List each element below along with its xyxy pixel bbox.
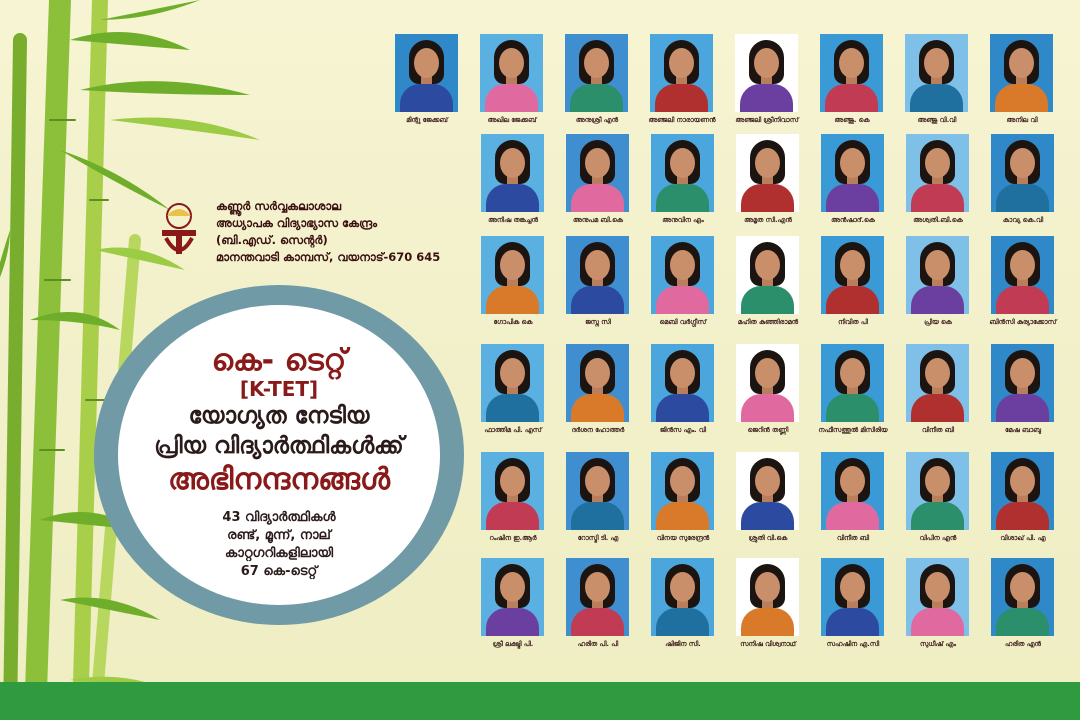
- student-name: വിപിന എൻ: [919, 534, 957, 542]
- student-photo: [821, 452, 884, 530]
- student-photo: [736, 236, 799, 314]
- student-name: സഹഷിന എ.സി: [826, 640, 880, 648]
- student-photo: [481, 344, 544, 422]
- student-photo: [395, 34, 458, 112]
- congratulations-line: അഭിനന്ദനങ്ങൾ: [167, 462, 391, 497]
- student-name: മേഷ ബാബു: [1005, 426, 1041, 434]
- org-centre: അധ്യാപക വിദ്യാഭ്യാസ കേന്ദ്രം: [216, 216, 378, 230]
- student-photo: [906, 236, 969, 314]
- ktet-title-en: [K-TET]: [239, 377, 319, 401]
- student-name: അനിഷ തങ്കച്ചൻ: [488, 216, 538, 224]
- org-address: മാനന്തവാടി കാമ്പസ്, വയനാട്-670 645: [216, 250, 441, 264]
- student-photo: [991, 452, 1054, 530]
- student-name: മിന്റു ജേക്കബ്: [406, 116, 448, 124]
- student-photo: [566, 236, 629, 314]
- student-photo: [906, 452, 969, 530]
- student-name: വിനീത ബി: [922, 426, 954, 434]
- student-photo: [480, 34, 543, 112]
- student-name: അമൃത സി.എൻ: [744, 216, 792, 224]
- stat-ktet-count: 67 കെ-ടെറ്റ്: [240, 564, 318, 579]
- student-name: അഞ്ജലി നാരായണൻ: [648, 116, 716, 124]
- student-photo: [566, 452, 629, 530]
- student-name: ബിൻസി കുര്യാക്കോസ്: [989, 318, 1057, 326]
- student-name: ഷിജിന സി.: [665, 640, 701, 648]
- student-name: നഫീസത്തുൽ മിസിരിയ: [818, 426, 888, 434]
- stats-block: [118, 509, 440, 581]
- student-name: സുധീഷ് എം: [919, 640, 957, 648]
- student-name: അനുപമ ബി.കെ: [573, 216, 623, 224]
- student-photo: [905, 34, 968, 112]
- student-photo: [481, 452, 544, 530]
- student-name: കാവ്യ കെ.വി: [1002, 216, 1044, 224]
- student-photo: [651, 558, 714, 636]
- student-name: റംഷിന ഇ.ആർ: [489, 534, 537, 542]
- student-photo: [651, 344, 714, 422]
- student-name: വിശാഖ് പി. എ: [1000, 534, 1046, 542]
- student-name: അശ്വതി.ബി.കെ: [913, 216, 963, 224]
- org-bed-centre: (ബി.എഡ്. സെന്റർ): [216, 233, 328, 247]
- student-name: ജെറിൻ തണ്ണി: [747, 426, 789, 434]
- congratulation-text: [118, 345, 440, 581]
- student-photo: [906, 344, 969, 422]
- student-photo: [481, 236, 544, 314]
- student-name: സനിഷ വിശ്വനാഥ്: [740, 640, 796, 648]
- bottom-band: [0, 682, 1080, 720]
- student-photo: [651, 134, 714, 212]
- student-name: നിവിത പി: [838, 318, 868, 326]
- student-photo: [991, 134, 1054, 212]
- student-photo: [650, 34, 713, 112]
- student-photo: [736, 558, 799, 636]
- stat-categories: രണ്ട്, മൂന്ന്, നാല്: [227, 528, 331, 543]
- student-photo: [735, 34, 798, 112]
- student-name: അനില വി: [1006, 116, 1038, 124]
- student-name: ജിൻസ എം. വി: [659, 426, 707, 434]
- stat-categories-suffix: കാറ്റഗറികളിലായി: [224, 546, 334, 561]
- student-name: അനുശ്രീ എൻ: [575, 116, 619, 124]
- student-name: ഹരിത എൻ: [1004, 640, 1041, 648]
- qualified-line: യോഗ്യത നേടിയ: [188, 403, 370, 429]
- student-photo: [991, 236, 1054, 314]
- student-name: ഹരിത പി. പി: [577, 640, 619, 648]
- student-photo: [990, 34, 1053, 112]
- student-photo: [566, 134, 629, 212]
- student-name: അഞ്ജു. കെ: [834, 116, 870, 124]
- student-name: ശ്രീ ലക്ഷ്മി പി.: [492, 640, 534, 648]
- student-name: ഫാത്തിമ പി. എസ്: [484, 426, 542, 434]
- student-name: വിനീത ബി: [837, 534, 869, 542]
- student-photo: [566, 558, 629, 636]
- student-name: ദർശന ഹോത്തർ: [571, 426, 625, 434]
- student-photo: [565, 34, 628, 112]
- student-name: ജസ്ന സി: [585, 318, 611, 326]
- student-name: അഖില ജേക്കബ്: [487, 116, 537, 124]
- student-photo: [651, 452, 714, 530]
- student-photo: [821, 558, 884, 636]
- student-photo: [736, 134, 799, 212]
- student-name: അനുവിന എം: [662, 216, 704, 224]
- student-photo: [906, 558, 969, 636]
- student-name: ഗോപിക കെ: [493, 318, 533, 326]
- student-photo: [481, 134, 544, 212]
- student-photo: [481, 558, 544, 636]
- student-name: ശ്രുതി വി.കെ: [748, 534, 788, 542]
- student-name: മഹിത കുഞ്ഞിരാമൻ: [737, 318, 799, 326]
- student-name: അഞ്ജലി ശ്രീനിവാസ്: [735, 116, 799, 124]
- student-name: അഞ്ജു വി.വി: [917, 116, 957, 124]
- student-photo: [991, 558, 1054, 636]
- student-photo: [991, 344, 1054, 422]
- university-logo-icon: [150, 200, 208, 264]
- student-name: റോസ്മി ടി. എ: [577, 534, 619, 542]
- org-university: കണ്ണൂർ സർവ്വകലാശാല: [216, 199, 342, 213]
- student-name: അൻഷാദ്.കെ: [831, 216, 875, 224]
- ktet-title: കെ- ടെറ്റ്: [211, 343, 347, 378]
- student-name: പ്രിയ കെ: [924, 318, 952, 326]
- student-photo: [906, 134, 969, 212]
- student-photo: [820, 34, 883, 112]
- student-name: മെബി വർഗ്ഗീസ്: [659, 318, 707, 326]
- student-photo: [736, 452, 799, 530]
- stat-students: 43 വിദ്യാർത്ഥികൾ: [222, 510, 336, 525]
- dear-students-line: പ്രിയ വിദ്യാർത്ഥികൾക്ക്: [154, 433, 404, 459]
- organization-header: [150, 198, 440, 266]
- student-photo: [736, 344, 799, 422]
- student-photo: [821, 344, 884, 422]
- student-photo: [566, 344, 629, 422]
- student-photo: [821, 236, 884, 314]
- student-photo: [821, 134, 884, 212]
- student-name: വിനയ സുരേന്ദ്രൻ: [656, 534, 710, 542]
- student-photo: [651, 236, 714, 314]
